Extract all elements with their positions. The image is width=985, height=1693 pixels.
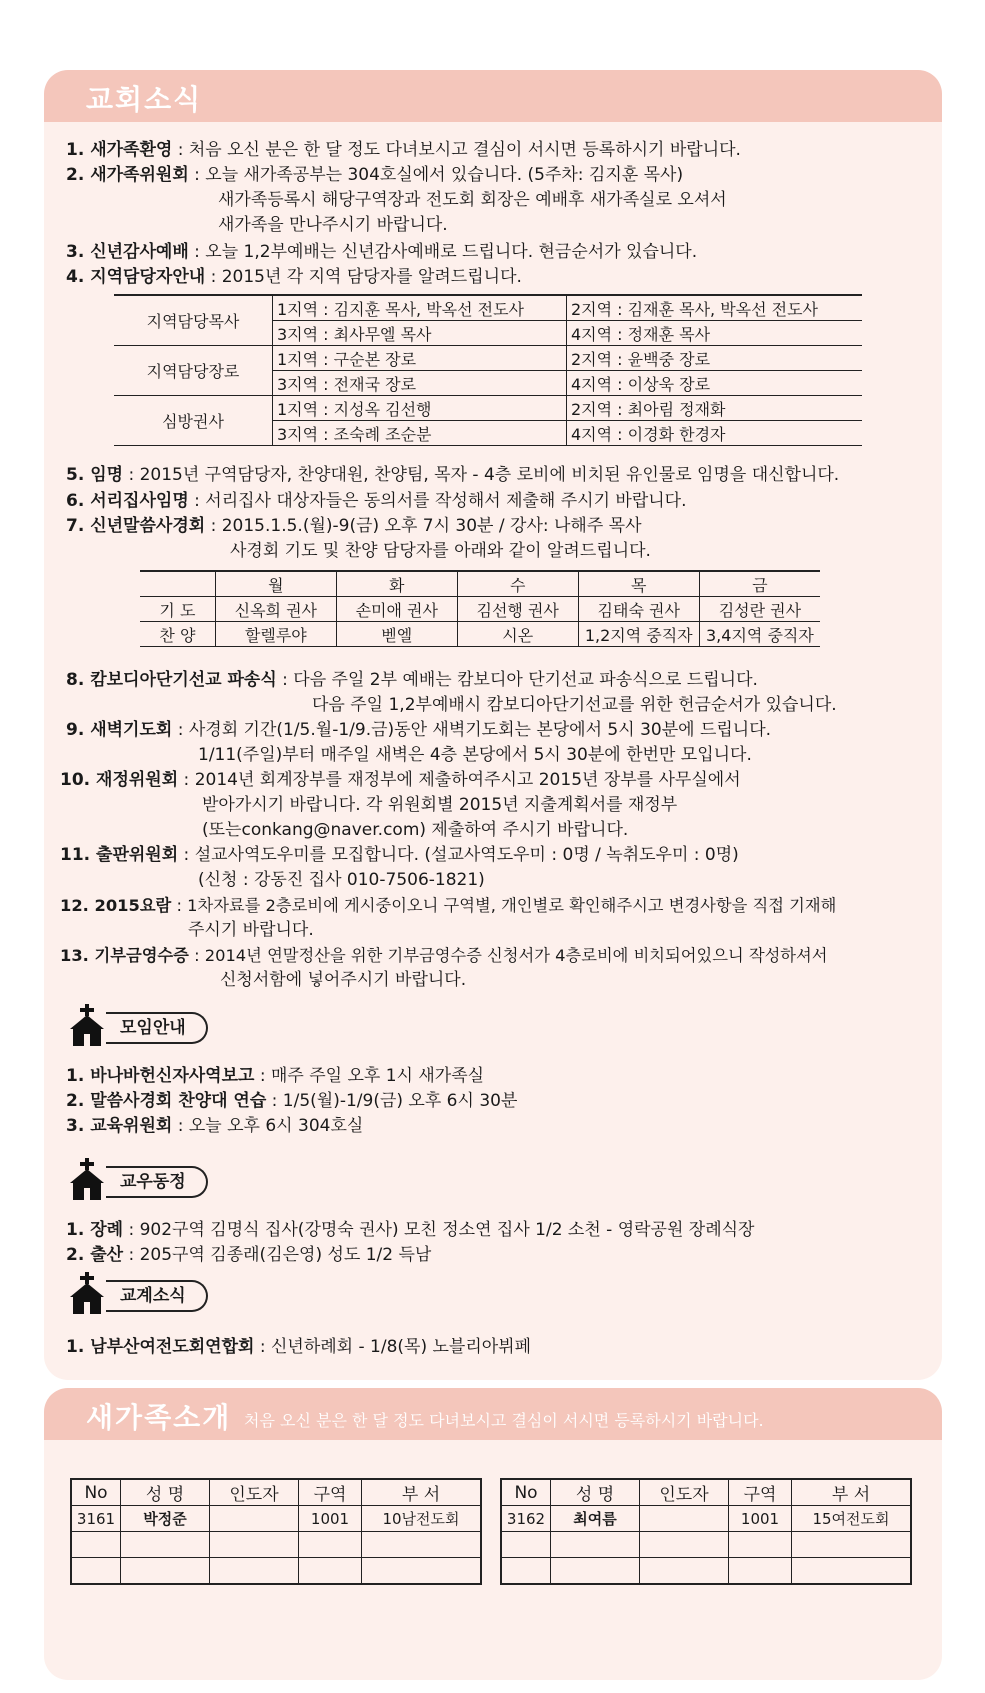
table-cell <box>299 1532 362 1558</box>
news-item-10: 10. 재정위원회 : 2014년 회계장부를 재정부에 제출하여주시고 2015년 장부를 사무실에서 <box>60 770 741 790</box>
table-cell <box>501 1558 551 1585</box>
table-cell: 1001 <box>299 1506 362 1532</box>
region-cell: 4지역 : 정재훈 목사 <box>567 321 863 346</box>
table-row <box>71 1479 481 1506</box>
meeting-item-3: 3. 교육위원회 : 오늘 오후 6시 304호실 <box>66 1116 364 1136</box>
new-family-title: 새가족소개 <box>86 1401 232 1434</box>
news-item-5: 5. 임명 : 2015년 구역담당자, 찬양대원, 찬양팀, 목자 - 4층 로비에 비치된 유인물로 임명을 대신합니다. <box>66 465 840 485</box>
schedule-cell: 벧엘 <box>336 622 457 647</box>
schedule-header: 목 <box>578 571 699 597</box>
schedule-header <box>140 571 215 597</box>
table-cell <box>121 1558 210 1585</box>
table-row <box>114 396 862 421</box>
news-item-2-line2: 새가족등록시 해당구역장과 전도회 회장은 예배후 새가족실로 오셔서 <box>218 190 727 210</box>
region-cell: 1지역 : 지성옥 김선행 <box>273 396 567 421</box>
table-cell <box>729 1558 792 1585</box>
church-icon <box>66 1272 108 1314</box>
news-item-3: 3. 신년감사예배 : 오늘 1,2부예배는 신년감사예배로 드립니다. 현금순서가 있습니다. <box>66 242 698 262</box>
schedule-cell: 1,2지역 중직자 <box>578 622 699 647</box>
region-cell: 1지역 : 구순본 장로 <box>273 346 567 371</box>
table-cell <box>71 1532 121 1558</box>
column-header: 구역 <box>299 1479 362 1506</box>
table-row <box>501 1558 911 1585</box>
table-cell <box>729 1532 792 1558</box>
news-item-10-line3: (또는conkang@naver.com) 제출하여 주시기 바랍니다. <box>202 820 629 840</box>
table-cell: 박정준 <box>121 1506 210 1532</box>
schedule-cell: 김선행 권사 <box>457 597 578 622</box>
table-cell <box>210 1558 299 1585</box>
meeting-item-2: 2. 말씀사경회 찬양대 연습 : 1/5(월)-1/9(금) 오후 6시 30분 <box>66 1091 518 1111</box>
news-item-2-line3: 새가족을 만나주시기 바랍니다. <box>218 215 448 235</box>
table-cell: 1001 <box>729 1506 792 1532</box>
schedule-header: 화 <box>336 571 457 597</box>
news-item-9: 9. 새벽기도회 : 사경회 기간(1/5.월-1/9.금)동안 새벽기도회는 본당에서 5시 30분에 드립니다. <box>66 720 772 740</box>
region-cell: 2지역 : 김재훈 목사, 박옥선 전도사 <box>567 295 863 321</box>
schedule-cell: 할렐루야 <box>215 622 336 647</box>
schedule-cell: 손미애 권사 <box>336 597 457 622</box>
church-news-header <box>44 70 942 122</box>
table-cell <box>210 1506 299 1532</box>
schedule-cell: 김태숙 권사 <box>578 597 699 622</box>
meeting-item-1: 1. 바나바헌신자사역보고 : 매주 주일 오후 1시 새가족실 <box>66 1066 485 1086</box>
schedule-cell: 찬 양 <box>140 622 215 647</box>
region-cell: 3지역 : 조숙례 조순분 <box>273 421 567 446</box>
table-cell <box>71 1558 121 1585</box>
table-row <box>114 295 862 321</box>
schedule-header: 수 <box>457 571 578 597</box>
table-row <box>140 597 820 622</box>
table-cell: 10남전도회 <box>362 1506 482 1532</box>
region-table <box>114 294 862 446</box>
church-icon <box>66 1004 108 1046</box>
table-cell: 3162 <box>501 1506 551 1532</box>
column-header: No <box>71 1479 121 1506</box>
news-item-7-line2: 사경회 기도 및 찬양 담당자를 아래와 같이 알려드립니다. <box>230 541 651 561</box>
members-item-1: 1. 장례 : 902구역 김명식 집사(강명숙 권사) 모친 정소연 집사 1/2 소천 - 영락공원 장례식장 <box>66 1220 755 1240</box>
table-cell <box>792 1558 912 1585</box>
news-item-10-line2: 받아가시기 바랍니다. 각 위원회별 2015년 지출계획서를 재정부 <box>202 795 678 815</box>
table-cell: 최여름 <box>551 1506 640 1532</box>
news-item-4: 4. 지역담당자안내 : 2015년 각 지역 담당자를 알려드립니다. <box>66 267 522 287</box>
church-icon <box>66 1158 108 1200</box>
news-item-12: 12. 2015요람 : 1차자료를 2층로비에 게시중이오니 구역별, 개인별로 확인해주시고 변경사항을 직접 기재해 <box>60 896 837 915</box>
new-family-table-left <box>70 1478 482 1585</box>
table-cell <box>640 1558 729 1585</box>
schedule-header: 월 <box>215 571 336 597</box>
schedule-table <box>140 570 820 647</box>
table-cell <box>551 1558 640 1585</box>
schedule-cell: 신옥희 권사 <box>215 597 336 622</box>
table-row <box>114 346 862 371</box>
news-item-2: 2. 새가족위원회 : 오늘 새가족공부는 304호실에서 있습니다. (5주차: 김지훈 목사) <box>66 165 684 185</box>
table-row <box>140 571 820 597</box>
table-row <box>501 1479 911 1506</box>
table-cell <box>299 1558 362 1585</box>
news-item-1: 1. 새가족환영 : 처음 오신 분은 한 달 정도 다녀보시고 결심이 서시면 등록하시기 바랍니다. <box>66 140 741 160</box>
table-row <box>501 1506 911 1532</box>
denomination-badge: 교계소식 <box>106 1280 208 1312</box>
members-badge: 교우동정 <box>106 1166 208 1198</box>
news-item-13: 13. 기부금영수증 : 2014년 연말정산을 위한 기부금영수증 신청서가 4층로비에 비치되어있으니 작성하셔서 <box>60 946 828 965</box>
news-item-11: 11. 출판위원회 : 설교사역도우미를 모집합니다. (설교사역도우미 : 0명 / 녹취도우미 : 0명) <box>60 845 739 865</box>
meeting-section-heading <box>66 1004 246 1040</box>
region-cell: 4지역 : 이경화 한경자 <box>567 421 863 446</box>
new-family-header <box>44 1388 942 1440</box>
column-header: 구역 <box>729 1479 792 1506</box>
members-section-heading <box>66 1158 246 1194</box>
region-category: 지역담당목사 <box>114 295 273 346</box>
table-cell <box>551 1532 640 1558</box>
new-family-subtitle: 처음 오신 분은 한 달 정도 다녀보시고 결심이 서시면 등록하시기 바랍니다. <box>244 1411 764 1430</box>
region-category: 심방권사 <box>114 396 273 446</box>
new-family-table-right <box>500 1478 912 1585</box>
table-cell: 15여전도회 <box>792 1506 912 1532</box>
table-cell: 3161 <box>71 1506 121 1532</box>
table-cell <box>362 1532 482 1558</box>
meeting-badge: 모임안내 <box>106 1012 208 1044</box>
region-cell: 2지역 : 윤백중 장로 <box>567 346 863 371</box>
news-item-8-line2: 다음 주일 1,2부예배시 캄보디아단기선교를 위한 헌금순서가 있습니다. <box>312 695 837 715</box>
column-header: 성 명 <box>121 1479 210 1506</box>
news-item-11-line2: (신청 : 강동진 집사 010-7506-1821) <box>198 870 485 890</box>
table-cell <box>362 1558 482 1585</box>
table-row <box>71 1558 481 1585</box>
news-item-12-line2: 주시기 바랍니다. <box>188 920 314 940</box>
schedule-header: 금 <box>699 571 820 597</box>
table-row <box>71 1532 481 1558</box>
region-category: 지역담당장로 <box>114 346 273 396</box>
members-item-2: 2. 출산 : 205구역 김종래(김은영) 성도 1/2 득남 <box>66 1245 432 1265</box>
schedule-cell: 시온 <box>457 622 578 647</box>
region-cell: 3지역 : 최사무엘 목사 <box>273 321 567 346</box>
schedule-cell: 3,4지역 중직자 <box>699 622 820 647</box>
table-cell <box>121 1532 210 1558</box>
column-header: 부 서 <box>362 1479 482 1506</box>
region-cell: 2지역 : 최아림 정재화 <box>567 396 863 421</box>
news-item-9-line2: 1/11(주일)부터 매주일 새벽은 4층 본당에서 5시 30분에 한번만 모입니다. <box>198 745 752 765</box>
table-cell <box>640 1506 729 1532</box>
region-cell: 4지역 : 이상욱 장로 <box>567 371 863 396</box>
table-row <box>71 1506 481 1532</box>
schedule-cell: 기 도 <box>140 597 215 622</box>
news-item-6: 6. 서리집사임명 : 서리집사 대상자들은 동의서를 작성해서 제출해 주시기 바랍니다. <box>66 491 687 511</box>
table-cell <box>792 1532 912 1558</box>
church-news-title: 교회소식 <box>86 83 203 116</box>
news-item-8: 8. 캄보디아단기선교 파송식 : 다음 주일 2부 예배는 캄보디아 단기선교 파송식으로 드립니다. <box>66 670 758 690</box>
schedule-cell: 김성란 권사 <box>699 597 820 622</box>
table-cell <box>640 1532 729 1558</box>
table-cell <box>501 1532 551 1558</box>
column-header: No <box>501 1479 551 1506</box>
column-header: 성 명 <box>551 1479 640 1506</box>
region-cell: 1지역 : 김지훈 목사, 박옥선 전도사 <box>273 295 567 321</box>
denomination-section-heading <box>66 1272 246 1308</box>
table-row <box>140 622 820 647</box>
column-header: 부 서 <box>792 1479 912 1506</box>
column-header: 인도자 <box>640 1479 729 1506</box>
table-row <box>501 1532 911 1558</box>
table-cell <box>210 1532 299 1558</box>
column-header: 인도자 <box>210 1479 299 1506</box>
news-item-7: 7. 신년말씀사경회 : 2015.1.5.(월)-9(금) 오후 7시 30분 / 강사: 나해주 목사 <box>66 516 642 536</box>
news-item-13-line2: 신청서함에 넣어주시기 바랍니다. <box>220 970 467 990</box>
region-cell: 3지역 : 전재국 장로 <box>273 371 567 396</box>
denomination-item-1: 1. 남부산여전도회연합회 : 신년하례회 - 1/8(목) 노블리아뷔페 <box>66 1337 532 1357</box>
